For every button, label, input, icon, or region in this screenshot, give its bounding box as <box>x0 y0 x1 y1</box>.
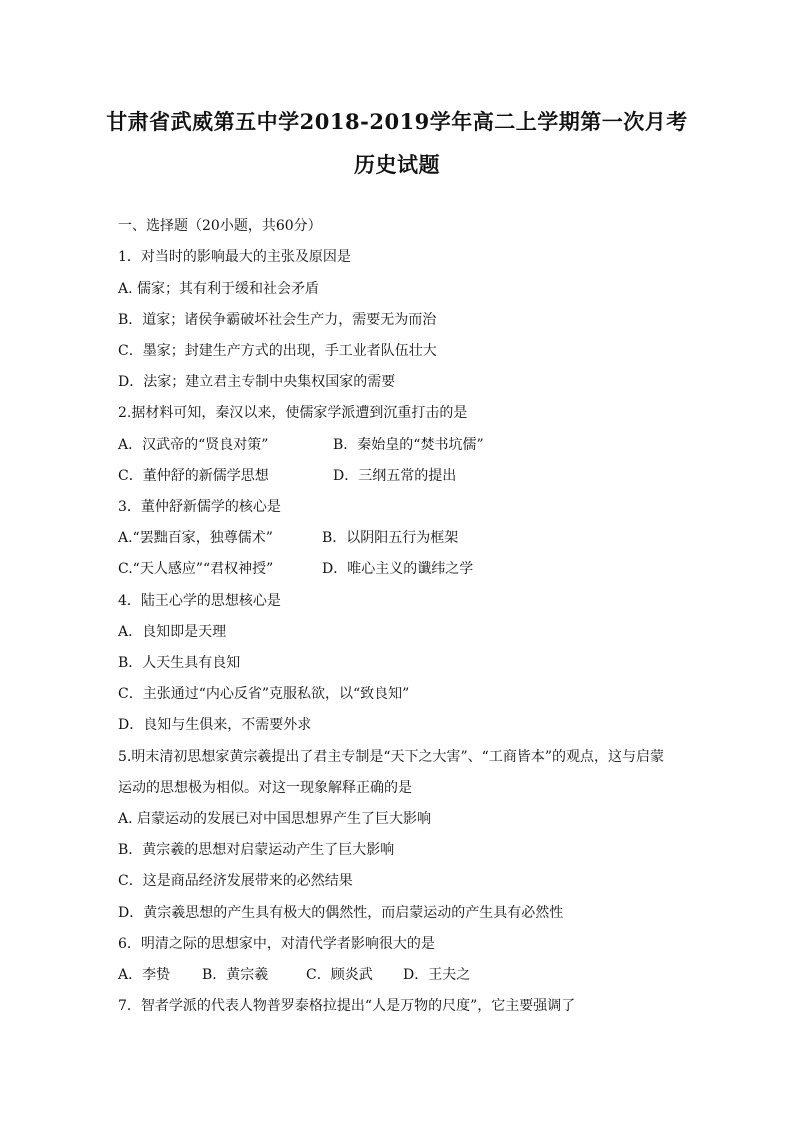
question-5-stem-line-2: 运动的思想极为相似。对这一现象解释正确的是 <box>118 780 412 796</box>
question-1-option-d: D．法家；建立君主专制中央集权国家的需要 <box>118 374 396 390</box>
question-6-option-a: A．李贽 <box>118 967 171 983</box>
question-5-option-d: D．黄宗羲思想的产生具有极大的偶然性，而启蒙运动的产生具有必然性 <box>118 905 564 921</box>
question-3-option-b: B．以阴阳五行为框架 <box>322 530 459 546</box>
exam-subtitle: 历史试题 <box>354 152 440 177</box>
question-6-option-d: D．王夫之 <box>403 967 471 983</box>
question-2-option-a: A．汉武帝的“贤良对策” <box>118 437 269 453</box>
section-heading: 一、选择题（20小题，共60分） <box>118 218 322 234</box>
question-7-stem: 7．智者学派的代表人物普罗泰格拉提出“人是万物的尺度”，它主要强调了 <box>118 998 576 1014</box>
question-2-option-c: C．董仲舒的新儒学思想 <box>118 468 269 484</box>
question-4-option-d: D．良知与生俱来，不需要外求 <box>118 717 312 733</box>
question-4-option-b: B．人天生具有良知 <box>118 655 241 671</box>
question-5-option-b: B．黄宗羲的思想对启蒙运动产生了巨大影响 <box>118 842 395 858</box>
question-4-stem: 4．陆王心学的思想核心是 <box>118 593 281 609</box>
question-2-option-b: B．秦始皇的“焚书坑儒” <box>333 437 484 453</box>
question-3-option-a: A.“罢黜百家，独尊儒术” <box>118 530 273 546</box>
question-4-option-a: A．良知即是天理 <box>118 624 227 640</box>
question-5-stem-line-1: 5.明末清初思想家黄宗羲提出了君主专制是“天下之大害”、“工商皆本”的观点，这与启蒙 <box>118 749 664 765</box>
question-3-option-c: C.“天人感应”“君权神授” <box>118 561 274 577</box>
question-2-stem: 2.据材料可知，秦汉以来，使儒家学派遭到沉重打击的是 <box>118 405 468 421</box>
question-1-stem: 1．对当时的影响最大的主张及原因是 <box>118 249 351 265</box>
question-1-option-a: A. 儒家；其有利于缓和社会矛盾 <box>118 281 320 297</box>
question-3-stem: 3．董仲舒新儒学的核心是 <box>118 499 281 515</box>
exam-title: 甘肃省武威第五中学2018-2019学年高二上学期第一次月考 <box>106 109 688 134</box>
question-2-option-d: D．三纲五常的提出 <box>333 468 457 484</box>
question-6-option-c: C．顾炎武 <box>306 967 373 983</box>
question-6-option-b: B．黄宗羲 <box>202 967 269 983</box>
question-3-option-d: D．唯心主义的谶纬之学 <box>322 561 474 577</box>
question-5-option-c: C．这是商品经济发展带来的必然结果 <box>118 873 353 889</box>
question-5-option-a: A. 启蒙运动的发展已对中国思想界产生了巨大影响 <box>118 811 432 827</box>
question-1-option-c: C．墨家；封建生产方式的出现，手工业者队伍壮大 <box>118 343 437 359</box>
question-6-stem: 6．明清之际的思想家中，对清代学者影响很大的是 <box>118 936 435 952</box>
question-1-option-b: B．道家；诸侯争霸破坏社会生产力，需要无为而治 <box>118 312 437 328</box>
question-4-option-c: C．主张通过“内心反省”克服私欲，以“致良知” <box>118 686 410 702</box>
